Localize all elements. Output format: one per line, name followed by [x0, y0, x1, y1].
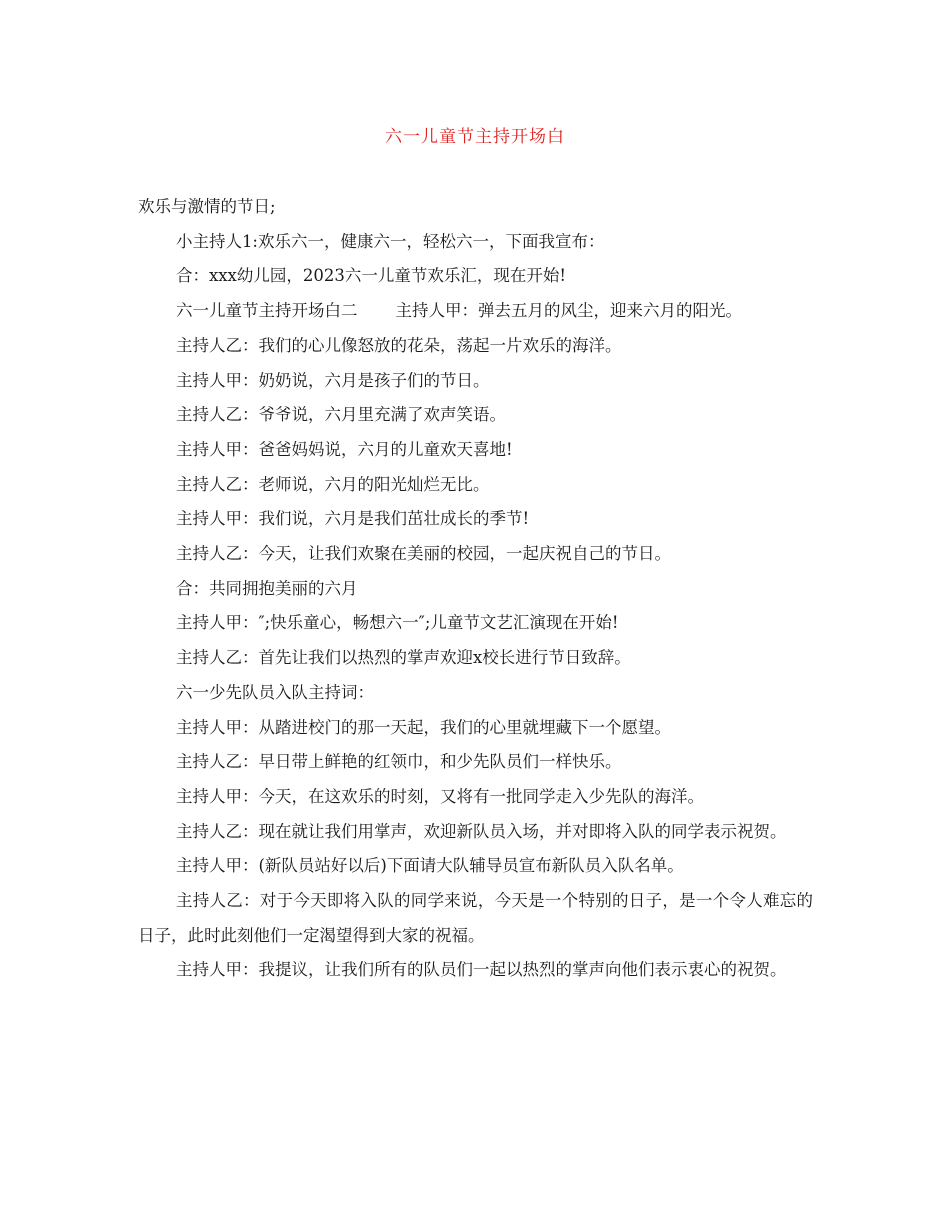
- paragraph: 合：xxx幼儿园，2023六一儿童节欢乐汇，现在开始!: [175, 266, 566, 286]
- paragraph: 主持人乙：对于今天即将入队的同学来说，今天是一个特别的日子，是一个令人难忘的日子，此时此刻他们一定渴望得到大家的祝福。: [138, 891, 813, 945]
- document-body: [138, 190, 813, 988]
- paragraph: 主持人甲：(新队员站好以后)下面请大队辅导员宣布新队员入队名单。: [175, 856, 684, 876]
- paragraph: 主持人甲：奶奶说，六月是孩子们的节日。: [175, 370, 490, 390]
- paragraph: 主持人甲：我提议，让我们所有的队员们一起以热烈的掌声向他们表示衷心的祝贺。: [175, 960, 787, 980]
- paragraph: 主持人乙：今天，让我们欢聚在美丽的校园，一起庆祝自己的节日。: [175, 544, 671, 564]
- paragraph: 六一少先队员入队主持词：: [175, 682, 374, 702]
- section-heading: 六一儿童节主持开场白二: [175, 301, 358, 321]
- document-title: 六一儿童节主持开场白: [385, 127, 565, 147]
- paragraph: 小主持人1:欢乐六一，健康六一，轻松六一，下面我宣布：: [175, 231, 605, 251]
- paragraph: 主持人甲：从踏进校门的那一天起，我们的心里就埋藏下一个愿望。: [175, 717, 671, 737]
- paragraph-combined: [138, 294, 813, 329]
- paragraph: 主持人乙：现在就让我们用掌声，欢迎新队员入场，并对即将入队的同学表示祝贺。: [175, 821, 787, 841]
- paragraph: 主持人乙：爷爷说，六月里充满了欢声笑语。: [175, 405, 506, 425]
- paragraph: 主持人乙：老师说，六月的阳光灿烂无比。: [175, 474, 490, 494]
- paragraph: 主持人乙：首先让我们以热烈的掌声欢迎x校长进行节日致辞。: [175, 648, 631, 668]
- paragraph: 主持人甲：我们说，六月是我们茁壮成长的季节!: [175, 509, 530, 529]
- paragraph: 主持人乙：早日带上鲜艳的红领巾，和少先队员们一样快乐。: [175, 752, 622, 772]
- dialogue-line: 主持人甲：弹去五月的风尘，迎来六月的阳光。: [395, 301, 742, 321]
- paragraph: 合：共同拥抱美丽的六月: [175, 578, 358, 598]
- paragraph: 主持人甲：今天，在这欢乐的时刻，又将有一批同学走入少先队的海洋。: [175, 786, 704, 806]
- paragraph: 主持人乙：我们的心儿像怒放的花朵，荡起一片欢乐的海洋。: [175, 335, 622, 355]
- paragraph: 欢乐与激情的节日;: [138, 197, 276, 216]
- paragraph: 主持人甲：爸爸妈妈说，六月的儿童欢天喜地!: [175, 439, 513, 459]
- paragraph: 主持人甲：″;快乐童心，畅想六一″;儿童节文艺汇演现在开始!: [175, 613, 619, 633]
